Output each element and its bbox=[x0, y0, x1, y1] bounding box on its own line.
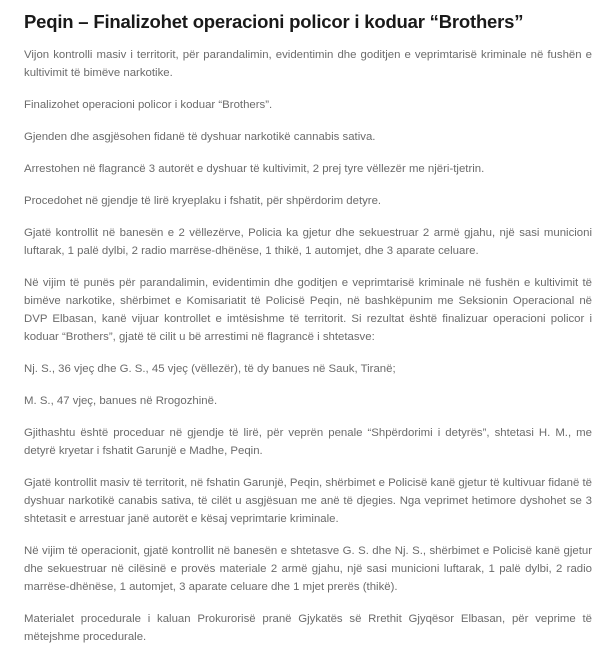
article-title: Peqin – Finalizohet operacioni policor i koduar “Brothers” bbox=[24, 11, 524, 32]
article-paragraph: Nj. S., 36 vjeç dhe G. S., 45 vjeç (vëllezër), të dy banues në Sauk, Tiranë; bbox=[24, 363, 396, 375]
article-paragraph: Procedohet në gjendje të lirë kryeplaku i fshatit, për shpërdorim detyre. bbox=[24, 195, 382, 207]
article-paragraph: Finalizohet operacioni policor i koduar “Brothers”. bbox=[24, 99, 273, 111]
article-paragraph: Në vijim të operacionit, gjatë kontrollit në banesën e shtetasve G. S. dhe Nj. S., shërbimet e Policisë kanë gjetur dhe sekuestruar në cilësinë e provës materiale 2 armë gjahu, një sasi municioni luftarak, 1 palë dylbi, 2 radio marrëse-dhënëse, 1 automjet, 3 aparate celuare dhe 1 mjet prerës (thikë). bbox=[24, 545, 592, 593]
article-paragraph: Gjenden dhe asgjësohen fidanë të dyshuar narkotikë cannabis sativa. bbox=[24, 131, 376, 143]
article bbox=[24, 0, 592, 660]
article-date bbox=[24, 0, 592, 2]
article-paragraph: Arrestohen në flagrancë 3 autorët e dyshuar të kultivimit, 2 prej tyre vëllezër me njëri-tjetrin. bbox=[24, 163, 485, 175]
article-paragraph: Gjatë kontrollit masiv të territorit, në fshatin Garunjë, Peqin, shërbimet e Policisë kanë gjetur të kultivuar fidanë të dyshuar narkotikë canabis sativa, të cilët u asgjësuan me anë të djegies. Nga veprimet hetimore dyshohet se 3 shtetasit e arrestuar janë autorët e kësaj veprimtarie kriminale. bbox=[24, 477, 592, 525]
article-paragraph: Vijon kontrolli masiv i territorit, për parandalimin, evidentimin dhe goditjen e veprimtarisë kriminale në fushën e kultivimit të bimëve narkotike. bbox=[24, 49, 592, 79]
article-body bbox=[24, 46, 592, 646]
article-paragraph: M. S., 47 vjeç, banues në Rrogozhinë. bbox=[24, 395, 218, 407]
article-paragraph: Në vijim të punës për parandalimin, evidentimin dhe goditjen e veprimtarisë kriminale në fushën e kultivimit të bimëve narkotike, shërbimet e Komisariatit të Policisë Peqin, në bashkëpunim me Seksionin Operacional në DVP Elbasan, kanë vijuar kontrollet e imtësishme të territorit. Si rezultat është finalizuar operacioni policor i koduar “Brothers”, gjatë të cilit u bë arrestimi në flagrancë i shtetasve: bbox=[24, 277, 592, 343]
article-paragraph: Gjatë kontrollit në banesën e 2 vëllezërve, Policia ka gjetur dhe sekuestruar 2 armë gjahu, një sasi municioni luftarak, 1 palë dylbi, 2 radio marrëse-dhënëse, 1 thikë, 1 automjet, dhe 3 aparate celuare. bbox=[24, 227, 592, 257]
article-paragraph: Gjithashtu është proceduar në gjendje të lirë, për veprën penale “Shpërdorimi i detyrës”, shtetasi H. M., me detyrë kryetar i fshatit Garunjë e Madhe, Peqin. bbox=[24, 427, 592, 457]
article-paragraph: Materialet procedurale i kaluan Prokurorisë pranë Gjykatës së Rrethit Gjyqësor Elbasan, për veprime të mëtejshme procedurale. bbox=[24, 613, 592, 643]
